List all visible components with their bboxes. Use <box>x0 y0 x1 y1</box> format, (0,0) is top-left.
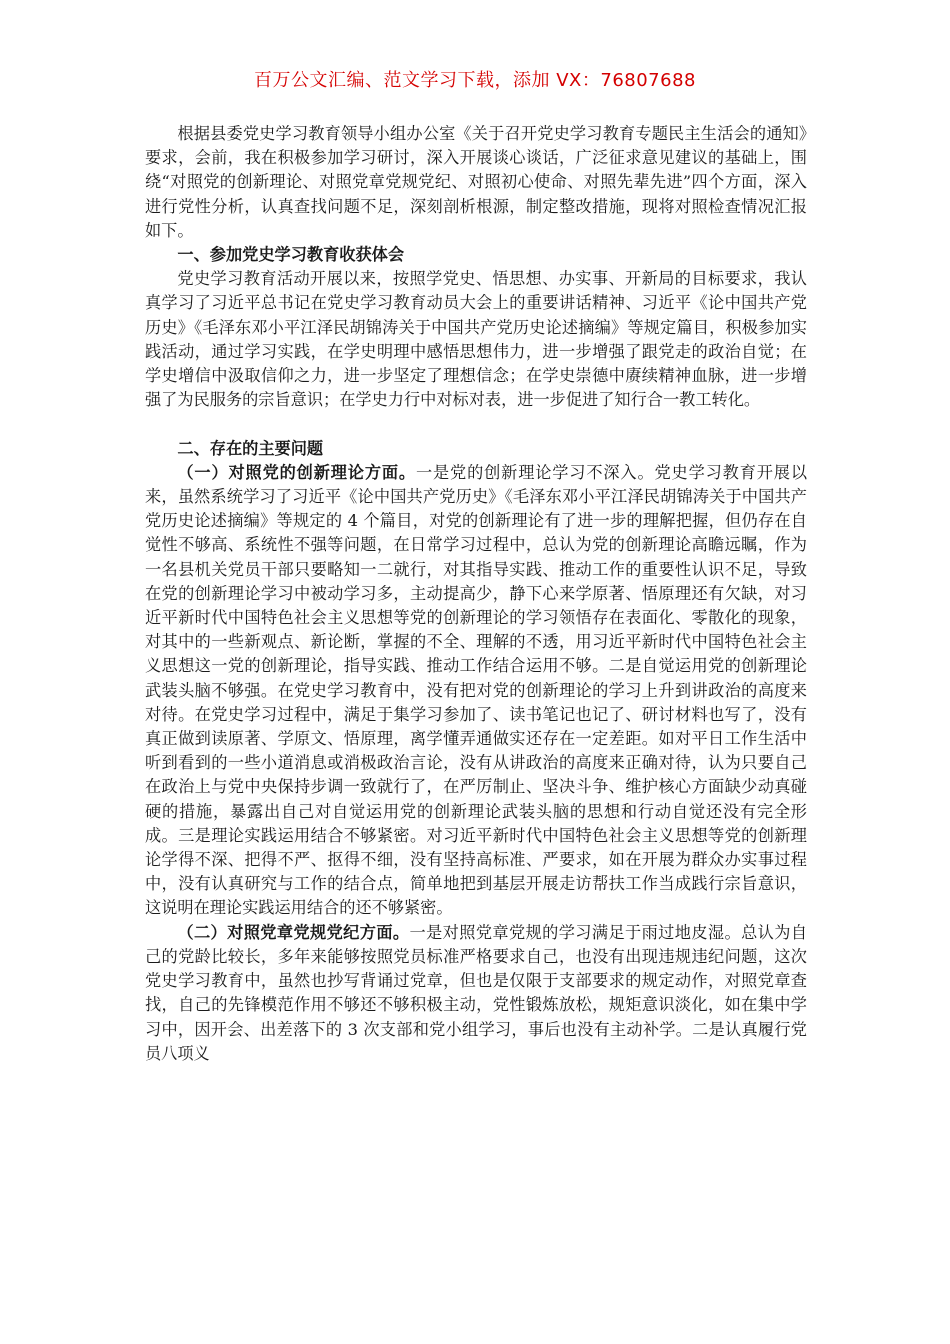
subsection1-heading: （一）对照党的创新理论方面。 <box>177 462 416 482</box>
subsection1-paragraph <box>145 461 807 921</box>
subsection2-heading: （二）对照党章党规党纪方面。 <box>177 922 410 942</box>
subsection2-paragraph <box>145 921 807 1066</box>
header-banner: 百万公文汇编、范文学习下载，添加 VX：76807688 <box>254 70 696 91</box>
section2-heading: 二、存在的主要问题 <box>177 438 324 458</box>
subsection1-text: 一是党的创新理论学习不深入。党史学习教育开展以来，虽然系统学习了习近平《论中国共产党历史》《毛泽东邓小平江泽民胡锦涛关于中国共产党历史论述摘编》等规定的 4 个篇目，对党的创新理论有了进一步的理解把握，但仍存在自觉性不够高、系统性不强等问题，在日常学习过程中，总认为党的创新理论高瞻远瞩，作为一名县机关党员干部只要略知一二就行，对其指导实践、推动工作的重要性认识不足，导致在党的创新理论学习中被动学习多，主动提高少，静下心来学原著、悟原理还有欠缺，对习近平新时代中国特色社会主义思想等党的创新理论的学习领悟存在表面化、零散化的现象，对其中的一些新观点、新论断，掌握的不全、理解的不透，用习近平新时代中国特色社会主义思想这一党的创新理论，指导实践、推动工作结合运用不够。二是自觉运用党的创新理论武装头脑不够强。在党史学习教育中，没有把对党的创新理论的学习上升到讲政治的高度来对待。在党史学习过程中，满足于集学习参加了、读书笔记也记了、研讨材料也写了，没有真正做到读原著、学原文、悟原理，离学懂弄通做实还存在一定差距。如对平日工作生活中听到看到的一些小道消息或消极政治言论，没有从讲政治的高度来正确对待，认为只要自己在政治上与党中央保持步调一致就行了，在严厉制止、坚决斗争、维护核心方面缺少动真碰硬的措施，暴露出自己对自觉运用党的创新理论武装头脑的思想和行动自觉还没有完全形成。三是理论实践运用结合不够紧密。对习近平新时代中国特色社会主义思想等党的创新理论学得不深、把得不严、抠得不细，没有坚持高标准、严要求，如在开展为群众办实事过程中，没有认真研究与工作的结合点，简单地把到基层开展走访帮扶工作当成践行宗旨意识，这说明在理论实践运用结合的还不够紧密。 <box>145 462 808 918</box>
document-body <box>145 122 807 1066</box>
intro-paragraph: 根据县委党史学习教育领导小组办公室《关于召开党史学习教育专题民主生活会的通知》要求，会前，我在积极参加学习研讨，深入开展谈心谈话，广泛征求意见建议的基础上，围绕“对照党的创新理论、对照党章党规党纪、对照初心使命、对照先辈先进”四个方面，深入进行党性分析，认真查找问题不足，深刻剖析根源，制定整改措施，现将对照检查情况汇报如下。 <box>145 124 807 240</box>
section1-paragraph: 党史学习教育活动开展以来，按照学党史、悟思想、办实事、开新局的目标要求，我认真学习了习近平总书记在党史学习教育动员大会上的重要讲话精神、习近平《论中国共产党历史》《毛泽东邓小平江泽民胡锦涛关于中国共产党历史论述摘编》等规定篇目，积极参加实践活动，通过学习实践，在学史明理中感悟思想伟力，进一步增强了跟党走的政治自觉；在学史增信中汲取信仰之力，进一步坚定了理想信念；在学史崇德中赓续精神血脉，进一步增强了为民服务的宗旨意识；在学史力行中对标对表，进一步促进了知行合一教工转化。 <box>145 269 807 410</box>
subsection2-text: 一是对照党章党规的学习满足于雨过地皮湿。总认为自己的党龄比较长，多年来能够按照党员标准严格要求自己，也没有出现违规违纪问题，这次党史学习教育中，虽然也抄写背诵过党章，但也是仅限于支部要求的规定动作，对照党章查找，自己的先锋模范作用不够还不够积极主动，党性锻炼放松，规矩意识淡化，如在集中学习中，因开会、出差落下的 3 次支部和党小组学习，事后也没有主动补学。二是认真履行党员八项义 <box>145 922 808 1063</box>
section1-heading: 一、参加党史学习教育收获体会 <box>177 245 405 265</box>
section-spacer <box>145 412 807 436</box>
